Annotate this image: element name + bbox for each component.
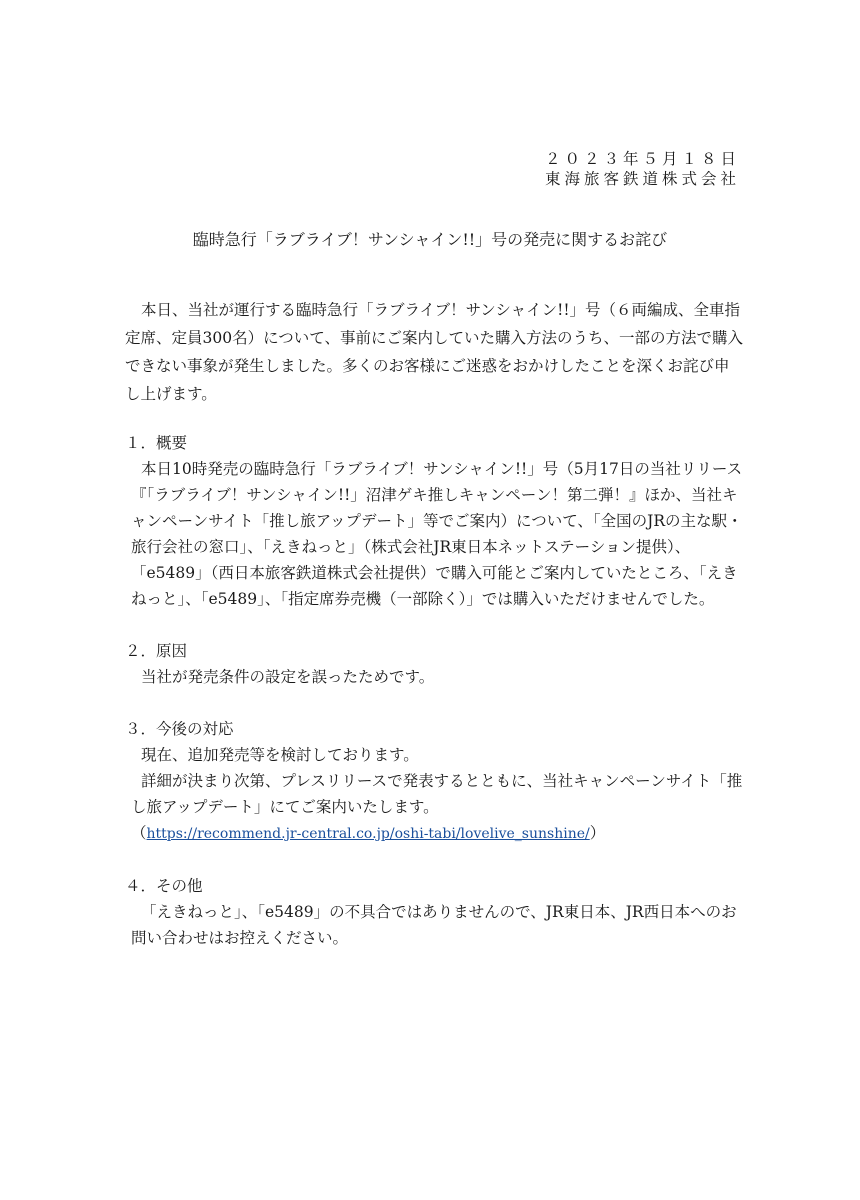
document-date: ２０２３年５月１８日	[544, 150, 740, 168]
section-heading: ２．原因	[125, 642, 188, 660]
document-title: 臨時急行「ラブライブ！サンシャイン!!」号の発売に関するお詫び	[192, 230, 668, 249]
link-paren-open: （	[131, 824, 147, 842]
section-heading: ３．今後の対応	[125, 720, 234, 738]
section-heading: ４．その他	[125, 877, 203, 895]
link-paren-close: ）	[589, 824, 606, 842]
section-other	[125, 873, 743, 951]
section-response	[125, 716, 743, 847]
section-body: 当社が発売条件の設定を誤ったためです。	[141, 668, 435, 686]
intro-paragraph: 本日、当社が運行する臨時急行「ラブライブ！サンシャイン!!」号（６両編成、全車指定席、定員300名）について、事前にご案内していた購入方法のうち、一部の方法で購入できない事象が発生しました。多くのお客様にご迷惑をおかけしたことを深くお詫び申し上げます。	[125, 301, 743, 403]
section-body: 本日10時発売の臨時急行「ラブライブ！サンシャイン!!」号（5月17日の当社リリース『「ラブライブ！サンシャイン!!」沼津ゲキ推しキャンペーン！第二弾！』ほか、当社キャンペーンサイト「推し旅アップデート」等でご案内）について、「全国のJRの主な駅・旅行会社の窓口」、「えきねっと」（株式会社JR東日本ネットステーション提供）、「e5489」（西日本旅客鉄道株式会社提供）で購入可能とご案内していたところ、「えきねっと」、「e5489」、「指定席券売機（一部除く）」では購入いただけませんでした。	[131, 460, 743, 608]
campaign-link-line	[125, 820, 743, 847]
section-body: 「えきねっと」、「e5489」の不具合ではありませんので、JR東日本、JR西日本へのお問い合わせはお控えください。	[131, 903, 737, 947]
section-heading: １．概要	[125, 434, 188, 452]
section-overview	[125, 430, 743, 612]
company-name: 東海旅客鉄道株式会社	[544, 170, 740, 188]
section-body-line: 詳細が決まり次第、プレスリリースで発表するとともに、当社キャンペーンサイト「推し旅アップデート」にてご案内いたします。	[131, 772, 743, 816]
section-cause	[125, 638, 743, 690]
section-body-line: 現在、追加発売等を検討しております。	[141, 746, 419, 764]
campaign-site-link[interactable]: https://recommend.jr-central.co.jp/oshi-tabi/lovelive_sunshine/	[146, 826, 590, 842]
